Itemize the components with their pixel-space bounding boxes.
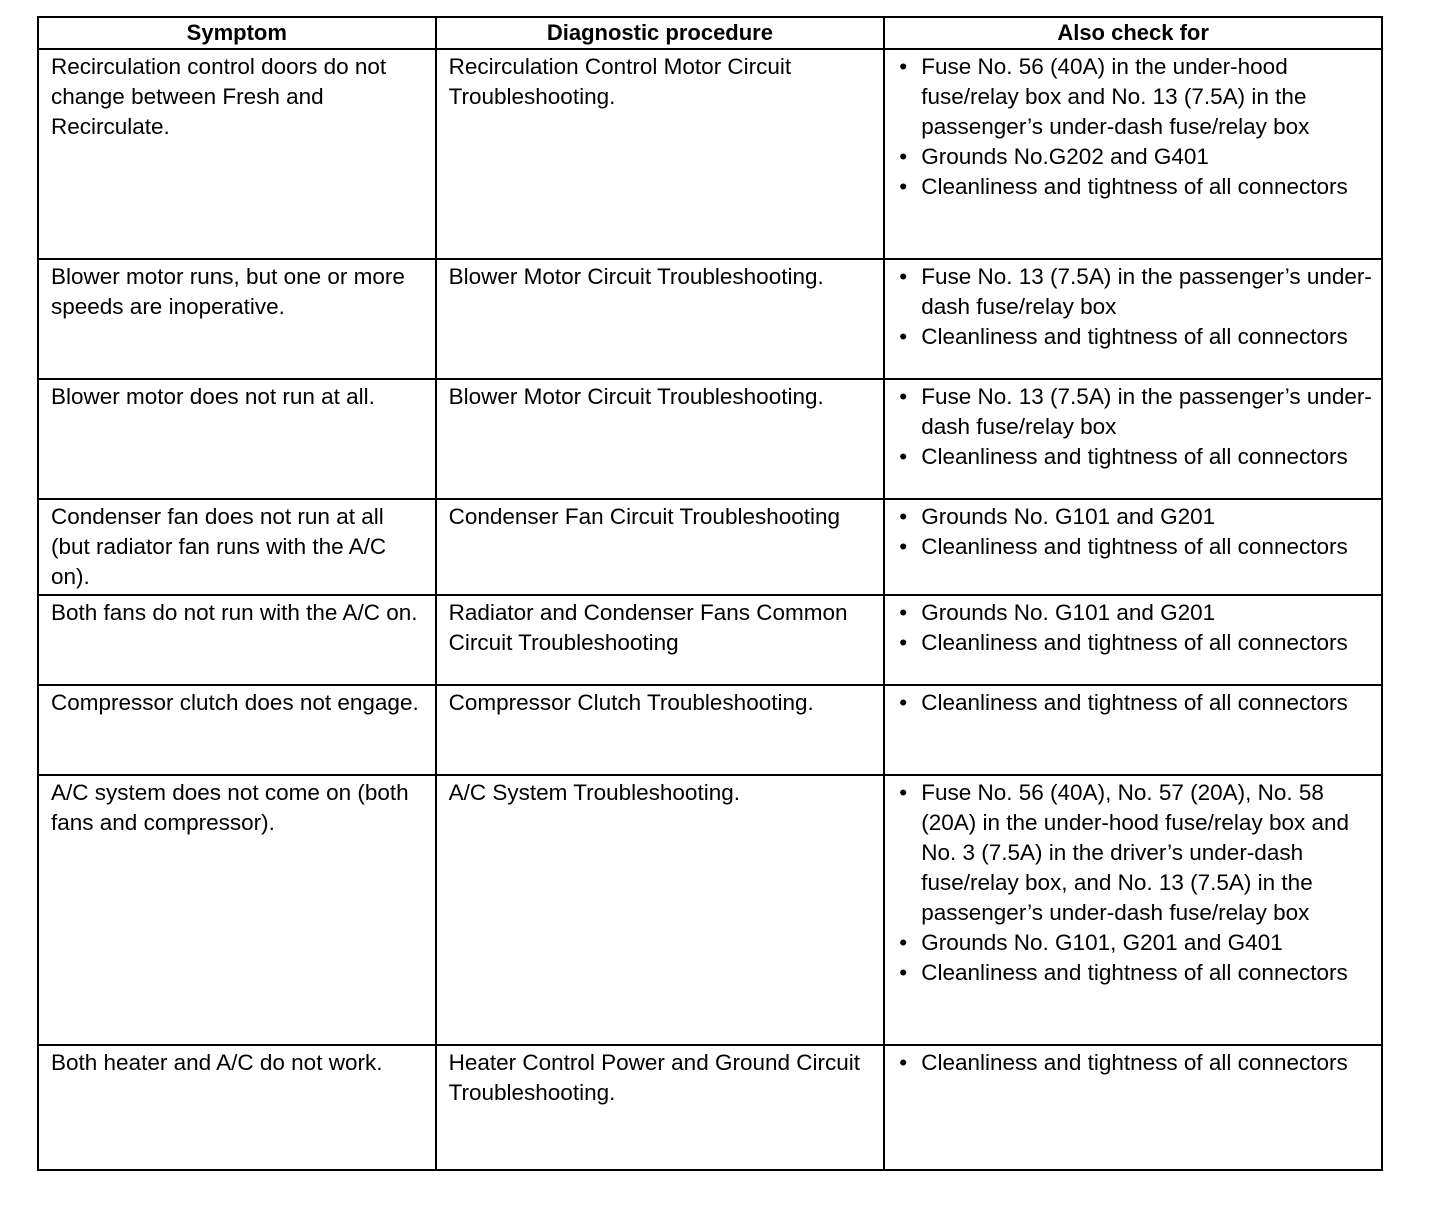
symptom-cell: A/C system does not come on (both fans and compressor). — [38, 775, 436, 1045]
check-item: • Cleanliness and tightness of all connectors — [897, 958, 1375, 988]
check-item: • Cleanliness and tightness of all connectors — [897, 628, 1375, 658]
diagnostic-procedure-cell: A/C System Troubleshooting. — [436, 775, 885, 1045]
also-check-for-cell — [884, 49, 1382, 259]
table-row — [38, 775, 1382, 1045]
check-item: • Cleanliness and tightness of all connectors — [897, 688, 1375, 718]
diagnostic-procedure-cell: Condenser Fan Circuit Troubleshooting — [436, 499, 885, 595]
check-list — [897, 598, 1375, 658]
check-item: • Grounds No. G101 and G201 — [897, 502, 1375, 532]
diagnostic-procedure-cell: Blower Motor Circuit Troubleshooting. — [436, 379, 885, 499]
check-list — [897, 1048, 1375, 1078]
table-row — [38, 595, 1382, 685]
diagnostic-procedure-cell: Compressor Clutch Troubleshooting. — [436, 685, 885, 775]
check-list — [897, 52, 1375, 202]
check-item: • Cleanliness and tightness of all connectors — [897, 1048, 1375, 1078]
also-check-for-cell — [884, 499, 1382, 595]
also-check-for-cell — [884, 1045, 1382, 1170]
check-item: • Cleanliness and tightness of all connectors — [897, 442, 1375, 472]
check-item: • Grounds No. G101 and G201 — [897, 598, 1375, 628]
symptom-cell: Compressor clutch does not engage. — [38, 685, 436, 775]
table-row — [38, 49, 1382, 259]
symptom-cell: Both fans do not run with the A/C on. — [38, 595, 436, 685]
check-item: • Cleanliness and tightness of all connectors — [897, 322, 1375, 352]
diagnostic-procedure-cell: Blower Motor Circuit Troubleshooting. — [436, 259, 885, 379]
also-check-for-cell — [884, 259, 1382, 379]
symptom-cell: Blower motor does not run at all. — [38, 379, 436, 499]
table-header — [38, 17, 1382, 49]
table-row — [38, 1045, 1382, 1170]
header-diagnostic-procedure: Diagnostic procedure — [436, 17, 885, 49]
check-item: • Grounds No. G101, G201 and G401 — [897, 928, 1375, 958]
table-row — [38, 259, 1382, 379]
check-item: • Fuse No. 13 (7.5A) in the passenger’s under-dash fuse/relay box — [897, 262, 1375, 322]
check-list — [897, 382, 1375, 472]
check-item: • Fuse No. 13 (7.5A) in the passenger’s under-dash fuse/relay box — [897, 382, 1375, 442]
header-row — [38, 17, 1382, 49]
header-also-check-for: Also check for — [884, 17, 1382, 49]
table-row — [38, 685, 1382, 775]
check-item: • Fuse No. 56 (40A), No. 57 (20A), No. 58 (20A) in the under-hood fuse/relay box and No. 3 (7.5A) in the driver’s under-dash fuse/relay box, and No. 13 (7.5A) in the passenger’s under-dash fuse/relay box — [897, 778, 1375, 928]
troubleshooting-table — [37, 16, 1383, 1171]
check-item: • Grounds No.G202 and G401 — [897, 142, 1375, 172]
symptom-cell: Recirculation control doors do not change between Fresh and Recirculate. — [38, 49, 436, 259]
symptom-cell: Blower motor runs, but one or more speeds are inoperative. — [38, 259, 436, 379]
check-item: • Cleanliness and tightness of all connectors — [897, 532, 1375, 562]
table-row — [38, 379, 1382, 499]
table-row — [38, 499, 1382, 595]
check-item: • Cleanliness and tightness of all connectors — [897, 172, 1375, 202]
diagnostic-procedure-cell: Recirculation Control Motor Circuit Troubleshooting. — [436, 49, 885, 259]
table-body — [38, 49, 1382, 1170]
check-list — [897, 688, 1375, 718]
also-check-for-cell — [884, 595, 1382, 685]
check-item: • Fuse No. 56 (40A) in the under-hood fuse/relay box and No. 13 (7.5A) in the passenger’s under-dash fuse/relay box — [897, 52, 1375, 142]
symptom-cell: Condenser fan does not run at all (but radiator fan runs with the A/C on). — [38, 499, 436, 595]
diagnostic-procedure-cell: Radiator and Condenser Fans Common Circuit Troubleshooting — [436, 595, 885, 685]
check-list — [897, 502, 1375, 562]
header-symptom: Symptom — [38, 17, 436, 49]
check-list — [897, 262, 1375, 352]
also-check-for-cell — [884, 379, 1382, 499]
diagnostic-procedure-cell: Heater Control Power and Ground Circuit Troubleshooting. — [436, 1045, 885, 1170]
symptom-cell: Both heater and A/C do not work. — [38, 1045, 436, 1170]
check-list — [897, 778, 1375, 988]
also-check-for-cell — [884, 685, 1382, 775]
also-check-for-cell — [884, 775, 1382, 1045]
